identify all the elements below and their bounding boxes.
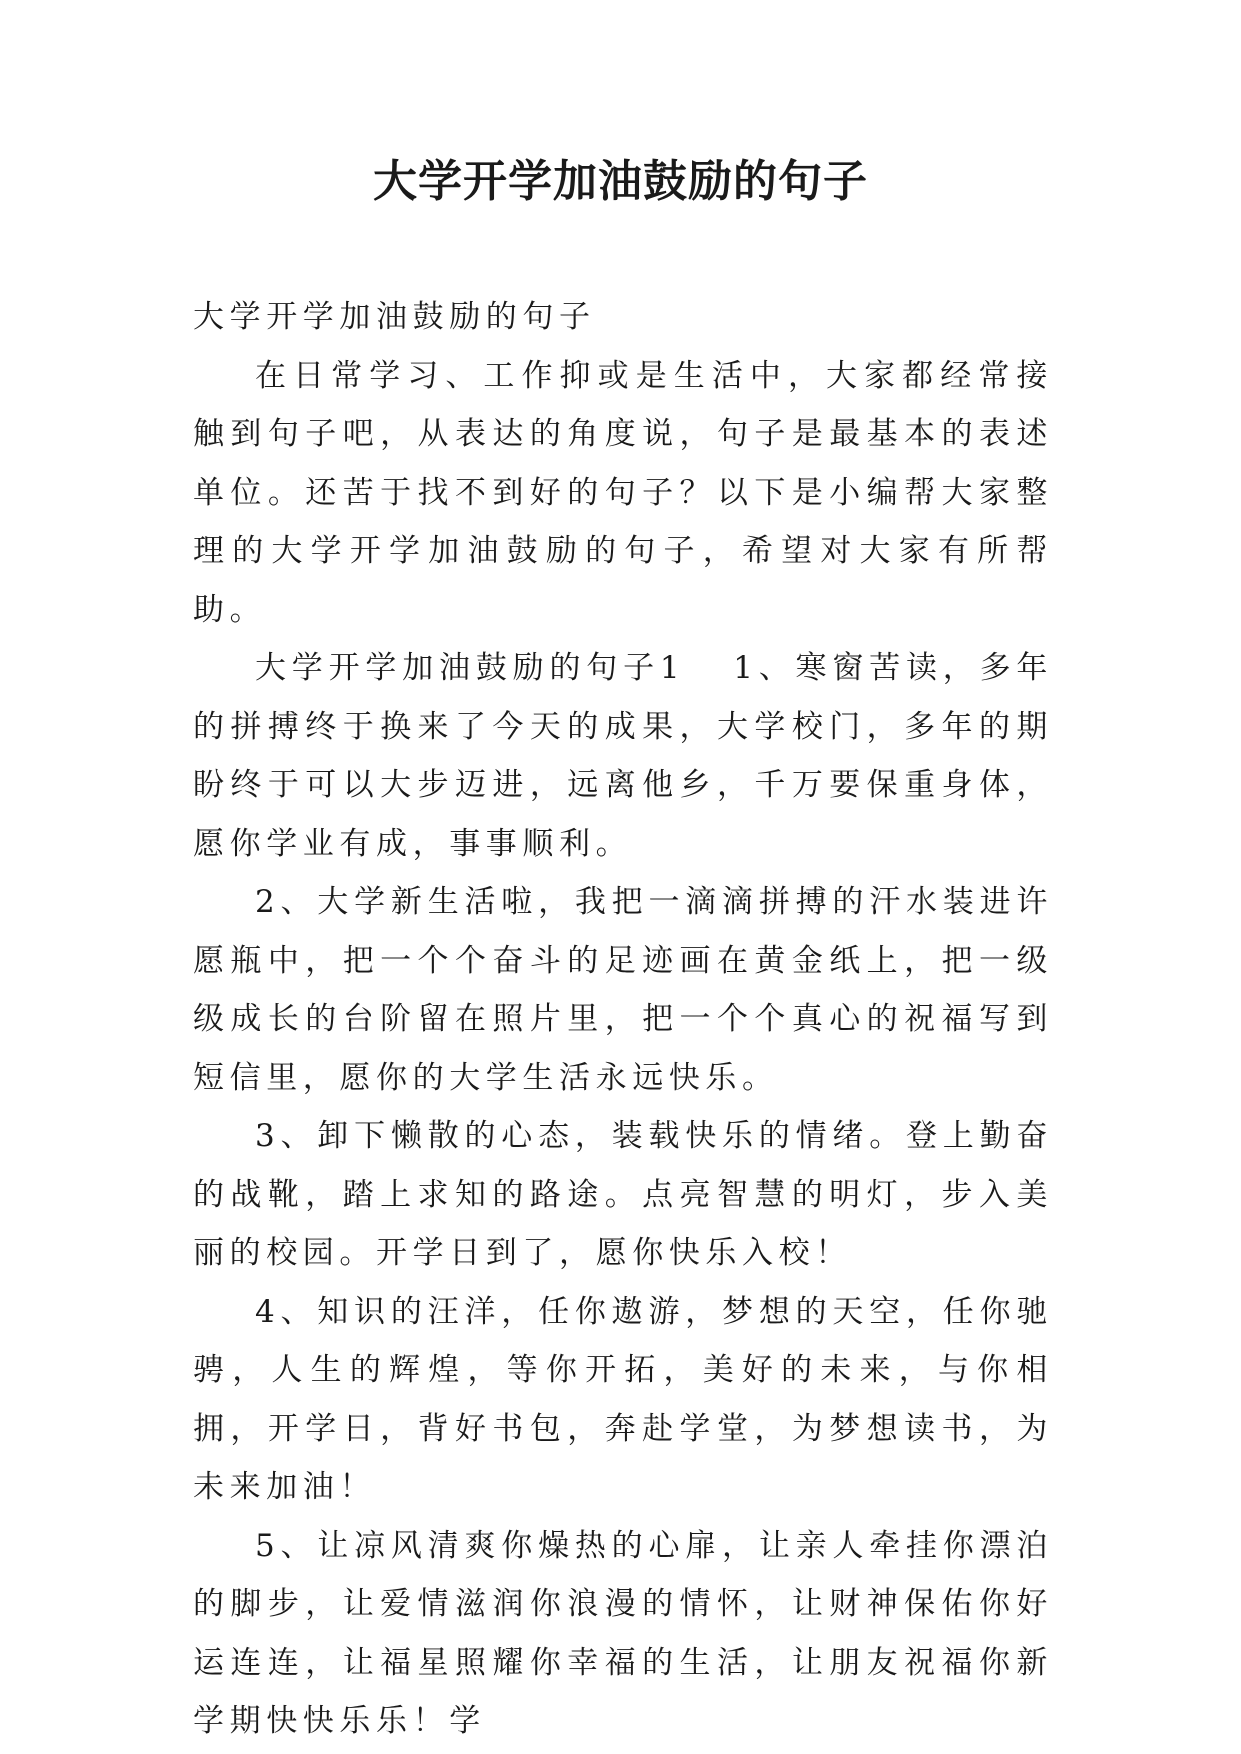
list-item: 3、卸下懒散的心态，装载快乐的情绪。登上勤奋的战靴，踏上求知的路途。点亮智慧的明灯，步入美丽的校园。开学日到了，愿你快乐入校！: [193, 1118, 1053, 1271]
intro-paragraph: 在日常学习、工作抑或是生活中，大家都经常接触到句子吧，从表达的角度说，句子是最基本的表述单位。还苦于找不到好的句子？以下是小编帮大家整理的大学开学加油鼓励的句子，希望对大家有所帮助。: [193, 357, 1053, 628]
list-item: 5、让凉风清爽你燥热的心扉，让亲人牵挂你漂泊的脚步，让爱情滋润你浪漫的情怀，让财神保佑你好运连连，让福星照耀你幸福的生活，让朋友祝福你新学期快快乐乐！学: [193, 1527, 1053, 1739]
section-paragraph-1: [193, 639, 1053, 873]
document-body: [193, 288, 1053, 1751]
document-title: 大学开学加油鼓励的句子: [373, 156, 868, 207]
list-item: 4、知识的汪洋，任你遨游，梦想的天空，任你驰骋，人生的辉煌，等你开拓，美好的未来，与你相拥，开学日，背好书包，奔赴学堂，为梦想读书，为未来加油！: [193, 1293, 1053, 1505]
list-item: 1、寒窗苦读，多年的拼搏终于换来了今天的成果，大学校门，多年的期盼终于可以大步迈进，远离他乡，千万要保重身体，愿你学业有成，事事顺利。: [193, 650, 1054, 862]
list-item: 2、大学新生活啦，我把一滴滴拼搏的汗水装进许愿瓶中，把一个个奋斗的足迹画在黄金纸上，把一级级成长的台阶留在照片里，把一个个真心的祝福写到短信里，愿你的大学生活永远快乐。: [193, 884, 1053, 1096]
document-subtitle: 大学开学加油鼓励的句子: [193, 299, 596, 335]
section-heading: 大学开学加油鼓励的句子1: [255, 650, 686, 686]
